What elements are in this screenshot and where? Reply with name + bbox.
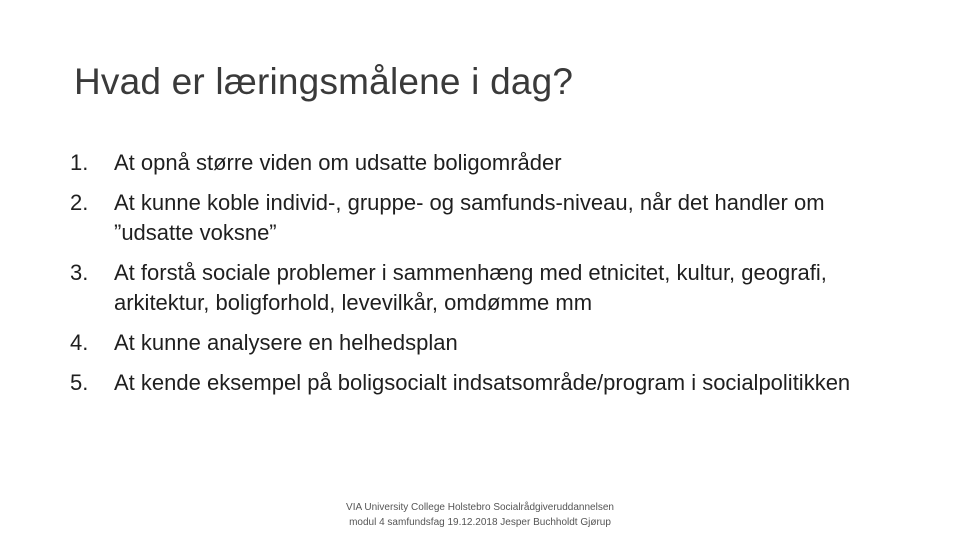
list-item-text: At kunne koble individ-, gruppe- og samfunds-niveau, når det handler om ”udsatte voksne” xyxy=(114,190,825,245)
list-item-text: At forstå sociale problemer i sammenhæng med etnicitet, kultur, geografi, arkitektur, boligforhold, levevilkår, omdømme mm xyxy=(114,260,827,315)
list-item xyxy=(70,328,870,358)
slide-title: Hvad er læringsmålene i dag? xyxy=(74,61,574,102)
list-item-text: At kunne analysere en helhedsplan xyxy=(114,330,458,355)
list-item-number: 4. xyxy=(70,330,89,355)
learning-goals-list xyxy=(70,148,870,408)
list-item-text: At opnå større viden om udsatte boligområder xyxy=(114,150,562,175)
footer-line-course: modul 4 samfundsfag 19.12.2018 Jesper Buchholdt Gjørup xyxy=(349,517,611,528)
list-item xyxy=(70,148,870,178)
list-item-number: 5. xyxy=(70,370,89,395)
list-item-text: At kende eksempel på boligsocialt indsatsområde/program i socialpolitikken xyxy=(114,370,851,395)
slide-footer xyxy=(280,500,680,530)
list-item xyxy=(70,188,870,248)
list-item xyxy=(70,258,870,318)
list-item-number: 1. xyxy=(70,150,89,175)
list-item-number: 3. xyxy=(70,260,89,285)
list-item-number: 2. xyxy=(70,190,89,215)
list-item xyxy=(70,368,870,398)
footer-line-institution: VIA University College Holstebro Socialrådgiveruddannelsen xyxy=(346,502,614,513)
